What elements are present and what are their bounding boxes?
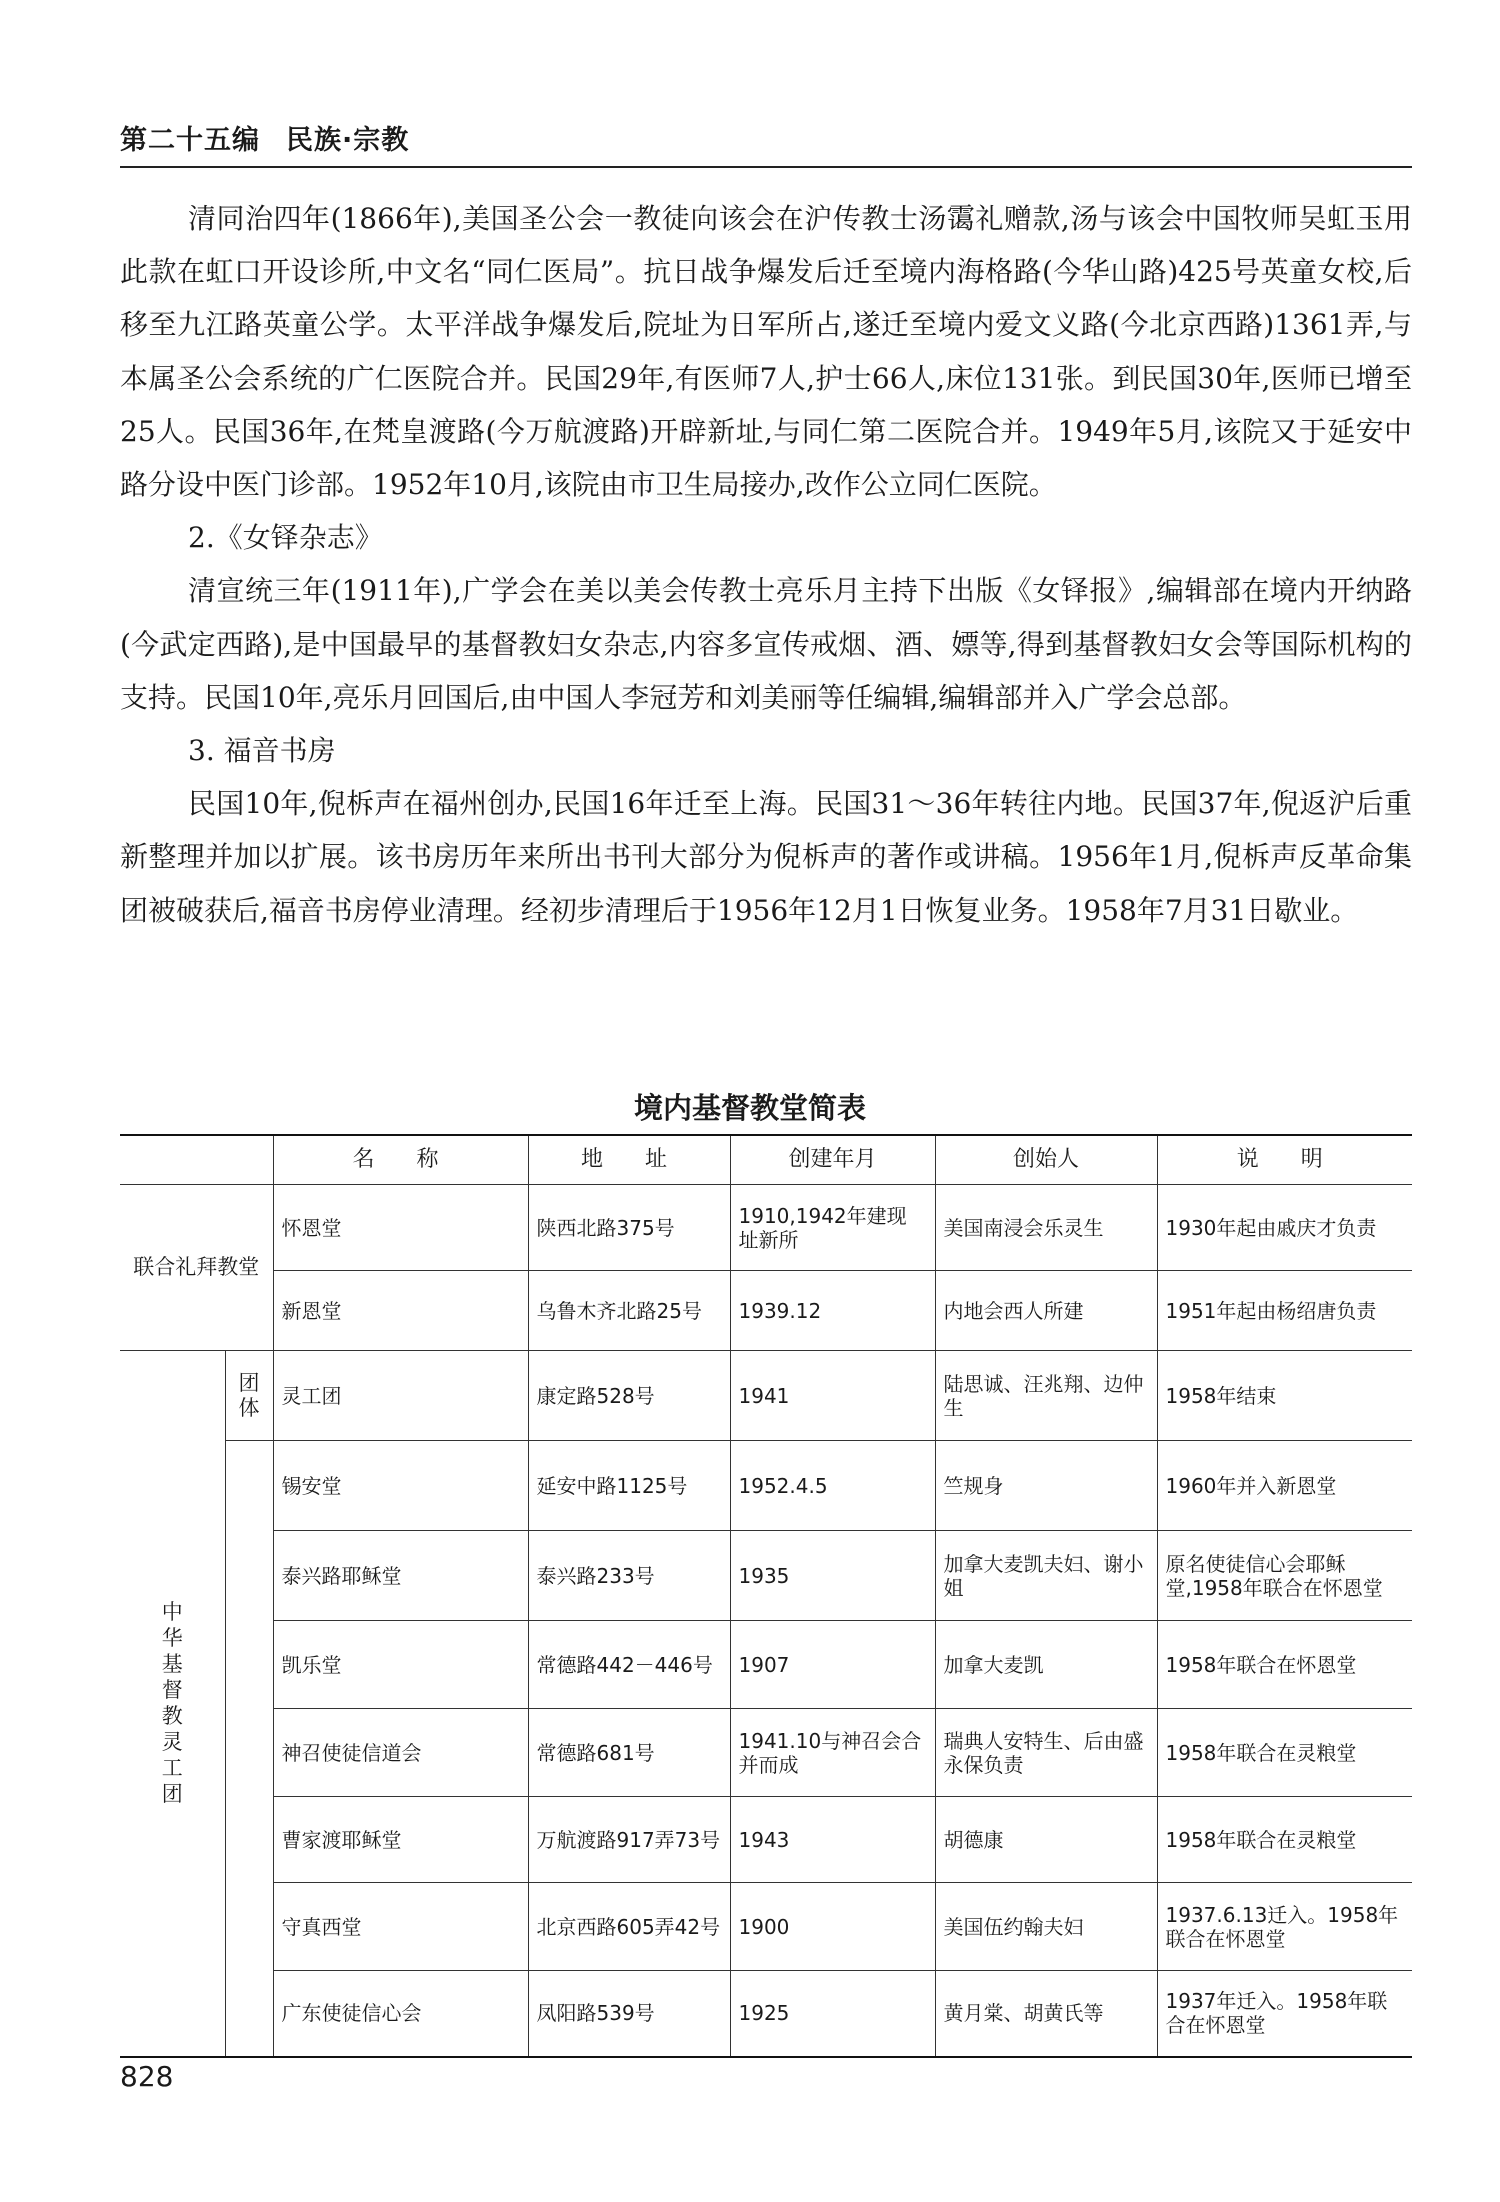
cell-founder: 胡德康 xyxy=(935,1797,1157,1883)
cell-note: 1937年迁入。1958年联合在怀恩堂 xyxy=(1157,1971,1412,2057)
table-row xyxy=(120,1271,1412,1351)
cell-note: 1951年起由杨绍唐负责 xyxy=(1157,1271,1412,1351)
column-header: 创始人 xyxy=(935,1135,1157,1185)
header-subject: 民族·宗教 xyxy=(286,125,410,156)
spacer-cell xyxy=(225,1971,273,2057)
cell-name: 神召使徒信道会 xyxy=(273,1709,528,1797)
table-row xyxy=(120,1441,1412,1531)
cell-address: 万航渡路917弄73号 xyxy=(528,1797,730,1883)
cell-note: 1958年结束 xyxy=(1157,1351,1412,1441)
corner-cell xyxy=(120,1135,273,1185)
table-row xyxy=(120,1351,1412,1441)
page-number: 828 xyxy=(120,2060,174,2093)
cell-founder: 竺规身 xyxy=(935,1441,1157,1531)
column-header: 说 明 xyxy=(1157,1135,1412,1185)
cell-founded: 1939.12 xyxy=(730,1271,935,1351)
cell-name: 锡安堂 xyxy=(273,1441,528,1531)
column-header: 创建年月 xyxy=(730,1135,935,1185)
cell-founder: 瑞典人安特生、后由盛永保负责 xyxy=(935,1709,1157,1797)
church-table xyxy=(120,1134,1412,2058)
cell-note: 1937.6.13迁入。1958年联合在怀恩堂 xyxy=(1157,1883,1412,1971)
cell-name: 新恩堂 xyxy=(273,1271,528,1351)
cell-address: 凤阳路539号 xyxy=(528,1971,730,2057)
group-label-vertical: 中华基督教灵工团 xyxy=(120,1351,225,2057)
cell-address: 陕西北路375号 xyxy=(528,1185,730,1271)
subgroup-label: 团体 xyxy=(225,1351,273,1441)
spacer-cell xyxy=(225,1531,273,1621)
cell-name: 凯乐堂 xyxy=(273,1621,528,1709)
table-row xyxy=(120,1709,1412,1797)
header-section: 第二十五编 xyxy=(120,125,260,156)
cell-founder: 内地会西人所建 xyxy=(935,1271,1157,1351)
cell-founder: 黄月棠、胡黄氏等 xyxy=(935,1971,1157,2057)
spacer-cell xyxy=(225,1441,273,1531)
cell-name: 守真西堂 xyxy=(273,1883,528,1971)
table-row xyxy=(120,1531,1412,1621)
cell-founder: 美国南浸会乐灵生 xyxy=(935,1185,1157,1271)
subheading: 3. 福音书房 xyxy=(188,734,336,768)
cell-name: 怀恩堂 xyxy=(273,1185,528,1271)
column-header: 地 址 xyxy=(528,1135,730,1185)
spacer-cell xyxy=(225,1883,273,1971)
cell-address: 北京西路605弄42号 xyxy=(528,1883,730,1971)
cell-founded: 1925 xyxy=(730,1971,935,2057)
table-row xyxy=(120,1185,1412,1271)
cell-name: 广东使徒信心会 xyxy=(273,1971,528,2057)
cell-founder: 加拿大麦凯夫妇、谢小姐 xyxy=(935,1531,1157,1621)
cell-founded: 1943 xyxy=(730,1797,935,1883)
cell-founded: 1907 xyxy=(730,1621,935,1709)
spacer-cell xyxy=(225,1797,273,1883)
table-row xyxy=(120,1971,1412,2057)
body-text xyxy=(120,192,1412,937)
cell-founder: 美国伍约翰夫妇 xyxy=(935,1883,1157,1971)
cell-note: 原名使徒信心会耶稣堂,1958年联合在怀恩堂 xyxy=(1157,1531,1412,1621)
cell-name: 灵工团 xyxy=(273,1351,528,1441)
cell-founded: 1900 xyxy=(730,1883,935,1971)
cell-address: 常德路681号 xyxy=(528,1709,730,1797)
table-title: 境内基督教堂简表 xyxy=(633,1091,866,1125)
spacer-cell xyxy=(225,1621,273,1709)
paragraph: 民国10年,倪柝声在福州创办,民国16年迁至上海。民国31～36年转往内地。民国37年,倪返沪后重新整理并加以扩展。该书房历年来所出书刊大部分为倪柝声的著作或讲稿。1956年1月,倪柝声反革命集团被破获后,福音书房停业清理。经初步清理后于1956年12月1日恢复业务。1958年7月31日歇业。 xyxy=(120,787,1412,927)
cell-founded: 1941.10与神召会合并而成 xyxy=(730,1709,935,1797)
paragraph: 清同治四年(1866年),美国圣公会一教徒向该会在沪传教士汤霭礼赠款,汤与该会中国牧师吴虹玉用此款在虹口开设诊所,中文名“同仁医局”。抗日战争爆发后迁至境内海格路(今华山路)425号英童女校,后移至九江路英童公学。太平洋战争爆发后,院址为日军所占,遂迁至境内爱文义路(今北京西路)1361弄,与本属圣公会系统的广仁医院合并。民国29年,有医师7人,护士66人,床位131张。到民国30年,医师已增至25人。民国36年,在梵皇渡路(今万航渡路)开辟新址,与同仁第二医院合并。1949年5月,该院又于延安中路分设中医门诊部。1952年10月,该院由市卫生局接办,改作公立同仁医院。 xyxy=(120,202,1412,502)
cell-address: 常德路442－446号 xyxy=(528,1621,730,1709)
paragraph: 清宣统三年(1911年),广学会在美以美会传教士亮乐月主持下出版《女铎报》,编辑部在境内开纳路(今武定西路),是中国最早的基督教妇女杂志,内容多宣传戒烟、酒、嫖等,得到基督教妇女会等国际机构的支持。民国10年,亮乐月回国后,由中国人李冠芳和刘美丽等任编辑,编辑部并入广学会总部。 xyxy=(120,574,1412,714)
cell-founded: 1952.4.5 xyxy=(730,1441,935,1531)
table-row xyxy=(120,1621,1412,1709)
running-header xyxy=(120,118,409,157)
cell-note: 1958年联合在灵粮堂 xyxy=(1157,1797,1412,1883)
cell-note: 1930年起由戚庆才负责 xyxy=(1157,1185,1412,1271)
table-header-row xyxy=(120,1135,1412,1185)
cell-name: 曹家渡耶稣堂 xyxy=(273,1797,528,1883)
cell-founded: 1910,1942年建现址新所 xyxy=(730,1185,935,1271)
cell-name: 泰兴路耶稣堂 xyxy=(273,1531,528,1621)
column-header: 名 称 xyxy=(273,1135,528,1185)
cell-address: 乌鲁木齐北路25号 xyxy=(528,1271,730,1351)
table-row xyxy=(120,1883,1412,1971)
spacer-cell xyxy=(225,1709,273,1797)
subheading: 2.《女铎杂志》 xyxy=(188,521,383,555)
cell-address: 延安中路1125号 xyxy=(528,1441,730,1531)
table-row xyxy=(120,1797,1412,1883)
cell-note: 1958年联合在怀恩堂 xyxy=(1157,1621,1412,1709)
header-rule xyxy=(120,166,1412,168)
cell-note: 1960年并入新恩堂 xyxy=(1157,1441,1412,1531)
cell-founder: 陆思诚、汪兆翔、边仲生 xyxy=(935,1351,1157,1441)
cell-address: 泰兴路233号 xyxy=(528,1531,730,1621)
cell-founded: 1935 xyxy=(730,1531,935,1621)
group-label: 联合礼拜教堂 xyxy=(120,1185,273,1351)
cell-address: 康定路528号 xyxy=(528,1351,730,1441)
cell-founded: 1941 xyxy=(730,1351,935,1441)
cell-founder: 加拿大麦凯 xyxy=(935,1621,1157,1709)
cell-note: 1958年联合在灵粮堂 xyxy=(1157,1709,1412,1797)
